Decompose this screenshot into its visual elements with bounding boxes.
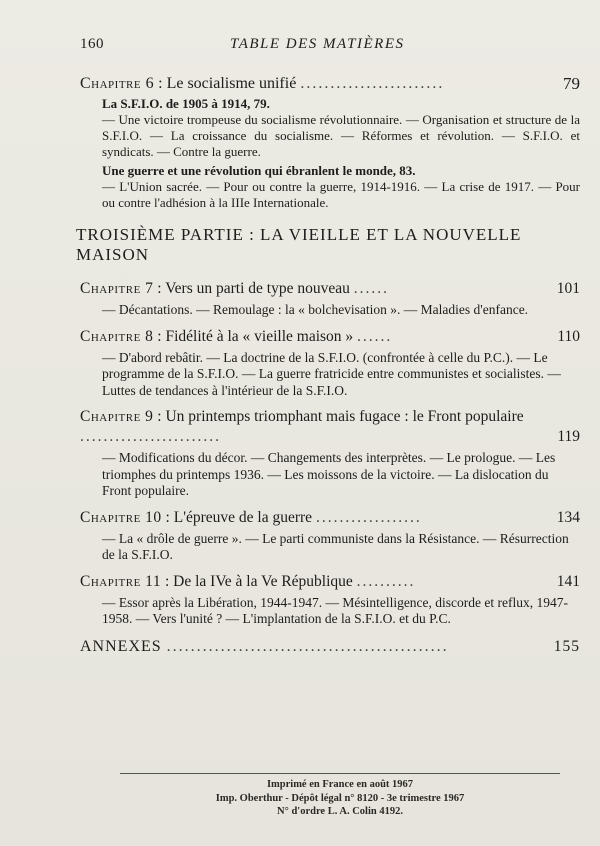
- chapter-11-entry: [80, 572, 580, 628]
- chapter-10-title: : L'épreuve de la guerre: [161, 508, 313, 526]
- chapter-7-title: : Vers un parti de type nouveau: [153, 280, 350, 297]
- chapter-7-heading: [80, 279, 580, 299]
- chapter-9-leader-dots: ........................: [80, 428, 221, 445]
- chapter-10-heading: [80, 508, 580, 528]
- section-2-body: — L'Union sacrée. — Pour ou contre la guerre, 1914-1916. — La crise de 1917. — Pour ou contre l'adhésion à la IIIe Internationale.: [102, 179, 580, 210]
- colophon-line-3: N° d'ordre L. A. Colin 4192.: [277, 806, 403, 817]
- chapter-6-title: : Le socialisme unifié: [154, 75, 297, 92]
- chapter-8-heading: [80, 327, 580, 347]
- chapter-8-entry: [80, 327, 580, 400]
- chapter-7-entry: [80, 279, 580, 319]
- chapter-10-description: — La « drôle de guerre ». — Le parti communiste dans la Résistance. — Résurrection de la S.F.I.O.: [102, 530, 569, 562]
- chapter-10-entry: [80, 508, 580, 564]
- chapter-7-description: — Décantations. — Remoulage : la « bolchevisation ». — Maladies d'enfance.: [102, 302, 529, 317]
- colophon-divider: [120, 773, 560, 774]
- chapter-10-leader-dots: ..................: [315, 508, 422, 526]
- chapter-6-heading: [80, 74, 580, 94]
- chapter-9-entry: [80, 407, 580, 500]
- table-of-contents: [76, 74, 580, 656]
- section-2-title: Une guerre et une révolution qui ébranlent le monde, 83.: [102, 163, 416, 178]
- chapter-6-section-1: [102, 96, 580, 160]
- chapter-6-section-2: [102, 163, 580, 211]
- chapter-8-leader-dots: ......: [357, 327, 393, 345]
- annexes-page: 155: [553, 637, 580, 655]
- chapter-10-number: Chapitre 10: [80, 508, 162, 526]
- chapter-11-number: Chapitre 11: [80, 572, 162, 590]
- chapter-11-leader-dots: ..........: [356, 572, 416, 590]
- chapter-10-page: 134: [556, 508, 580, 526]
- chapter-6-page: 79: [563, 74, 580, 93]
- colophon-line-1: Imprimé en France en août 1967: [266, 779, 414, 790]
- annexes-leader-dots: ...............................................: [166, 637, 449, 655]
- chapter-9-page: 119: [557, 428, 580, 445]
- colophon-line-2: Imp. Oberthur - Dépôt légal n° 8120 - 3e trimestre 1967: [215, 792, 465, 804]
- chapter-9-title: : Un printemps triomphant mais fugace : le Front populaire: [153, 408, 524, 425]
- chapter-7-page: 101: [556, 280, 580, 297]
- chapter-8-page: 110: [557, 327, 580, 345]
- chapter-11-page: 141: [556, 572, 580, 590]
- page-number: 160: [80, 36, 104, 52]
- chapter-9-description: — Modifications du décor. — Changements des interprètes. — Le prologue. — Les triomphes du printemps 1936. — Les moissons de la victoire. — La dislocation du Front populaire.: [102, 450, 556, 498]
- chapter-9-number: Chapitre 9: [80, 408, 154, 425]
- chapter-8-description: — D'abord rebâtir. — La doctrine de la S.F.I.O. (confrontée à celle du P.C.). — Le programme de la S.F.I.O. — La guerre fratricide entre communistes et socialistes. — Luttes de tendances à l'intérieur de la S.F.I.O.: [102, 349, 561, 398]
- chapter-8-number: Chapitre 8: [80, 327, 154, 345]
- chapter-8-title: : Fidélité à la « vieille maison »: [153, 327, 354, 345]
- chapter-9-heading: [80, 407, 580, 447]
- chapter-7-leader-dots: ......: [353, 280, 389, 297]
- section-1-title: La S.F.I.O. de 1905 à 1914, 79.: [102, 96, 270, 111]
- chapter-6-leader-dots: ........................: [300, 75, 445, 92]
- chapter-11-heading: [80, 572, 580, 592]
- chapter-6-entry: [80, 74, 580, 211]
- part-3-title: TROISIÈME PARTIE : LA VIEILLE ET LA NOUVELLE MAISON: [76, 225, 522, 264]
- annexes-label: ANNEXES: [80, 637, 162, 655]
- running-title: TABLE DES MATIÈRES: [230, 36, 405, 52]
- annexes-entry: [80, 638, 580, 656]
- chapter-7-number: Chapitre 7: [80, 280, 154, 297]
- section-1-body: — Une victoire trompeuse du socialisme révolutionnaire. — Organisation et structure de la S.F.I.O. — La croissance du socialisme. — Réformes et révolution. — S.F.I.O. et syndicats. — Contre la guerre.: [102, 112, 580, 159]
- chapter-6-number: Chapitre 6: [80, 75, 155, 92]
- chapter-11-title: : De la IVe à la Ve République: [161, 572, 353, 590]
- colophon: [120, 778, 560, 819]
- chapter-11-description: — Essor après la Libération, 1944-1947. — Mésintelligence, discorde et reflux, 1947-1958. — Vers l'unité ? — L'implantation de la S.F.I.O. et du P.C.: [102, 594, 569, 626]
